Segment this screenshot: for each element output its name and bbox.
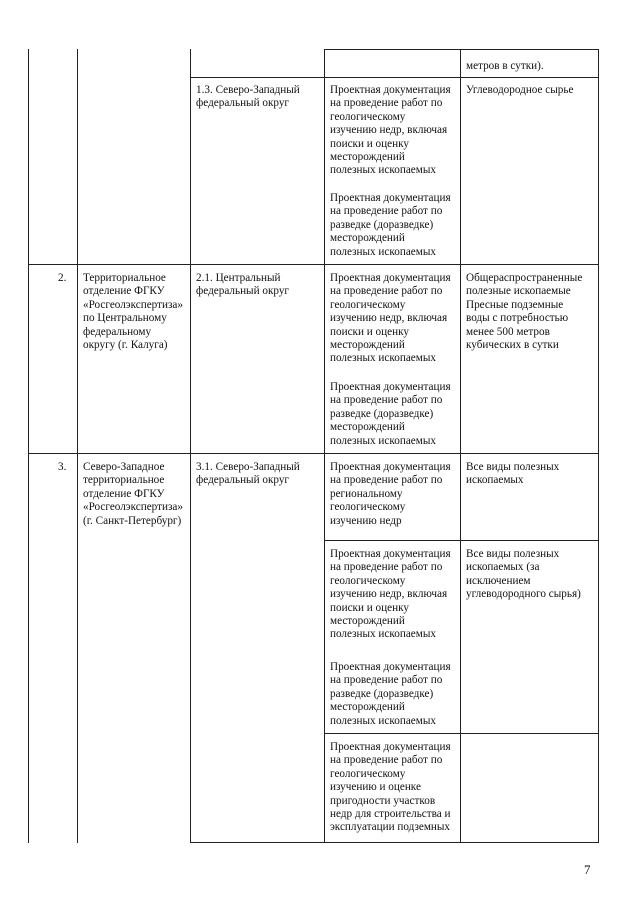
col-line-1 — [28, 49, 29, 843]
cell-number-2: 2. — [58, 272, 67, 284]
cell-number-3: 3. — [58, 461, 67, 473]
cell-resource-3-1-b: Все виды полезных ископаемых (за исключением углеводородного сырья) — [466, 548, 581, 601]
col-line-4 — [324, 49, 325, 843]
cell-district-1-3: 1.3. Северо-Западный федеральный округ — [196, 84, 300, 110]
cell-doc-1-3-a: Проектная документация на проведение работ по геологическому изучению недр, включая поиски и оценку месторождений полезных ископаемых — [330, 84, 451, 177]
col-line-6 — [598, 49, 599, 843]
row-line-a — [190, 77, 599, 78]
cell-resource-2-1: Общераспространенные полезные ископаемые Пресные подземные воды с потребностью менее 500 метров кубических в сутки — [466, 272, 583, 352]
col-line-5 — [460, 49, 461, 843]
cell-doc-3-1-a: Проектная документация на проведение работ по региональному геологическому изучению недр — [330, 461, 451, 527]
cell-doc-2-1-a: Проектная документация на проведение работ по геологическому изучению недр, включая поиски и оценку месторождений полезных ископаемых — [330, 272, 451, 365]
cell-doc-2-1-b: Проектная документация на проведение работ по разведке (доразведке) месторождений полезных ископаемых — [330, 381, 451, 447]
cell-org-3: Северо-Западное территориальное отделение ФГКУ «Росгеолэкспертиза» (г. Санкт-Петербург) — [83, 461, 183, 527]
cell-doc-1-3-b: Проектная документация на проведение работ по разведке (доразведке) месторождений полезных ископаемых — [330, 192, 451, 258]
row-line-bottom — [190, 842, 599, 843]
cell-continuation-resource: метров в сутки). — [466, 60, 544, 72]
cell-doc-3-1-d: Проектная документация на проведение работ по геологическому изучению и оценке пригодности участков недр для строительства и эксплуатации подземных — [330, 741, 451, 834]
cell-resource-3-1-a: Все виды полезных ископаемых — [466, 461, 560, 487]
col-line-3 — [190, 49, 191, 843]
row-line-top — [324, 49, 599, 50]
cell-org-2: Территориальное отделение ФГКУ «Росгеолэкспертиза» по Центральному федеральному округу (г. Калуга) — [83, 272, 183, 352]
page-number: 7 — [584, 862, 591, 877]
col-line-2 — [77, 49, 78, 843]
row-line-c — [28, 453, 599, 454]
cell-doc-3-1-b: Проектная документация на проведение работ по геологическому изучению недр, включая поиски и оценку месторождений полезных ископаемых — [330, 548, 451, 641]
cell-district-3-1: 3.1. Северо-Западный федеральный округ — [196, 461, 300, 487]
row-line-d — [324, 540, 599, 541]
cell-district-2-1: 2.1. Центральный федеральный округ — [196, 272, 290, 298]
cell-resource-1-3: Углеводородное сырье — [466, 84, 574, 96]
row-line-b — [28, 264, 599, 265]
row-line-e — [324, 733, 599, 734]
cell-doc-3-1-c: Проектная документация на проведение работ по разведке (доразведке) месторождений полезных ископаемых — [330, 661, 451, 727]
